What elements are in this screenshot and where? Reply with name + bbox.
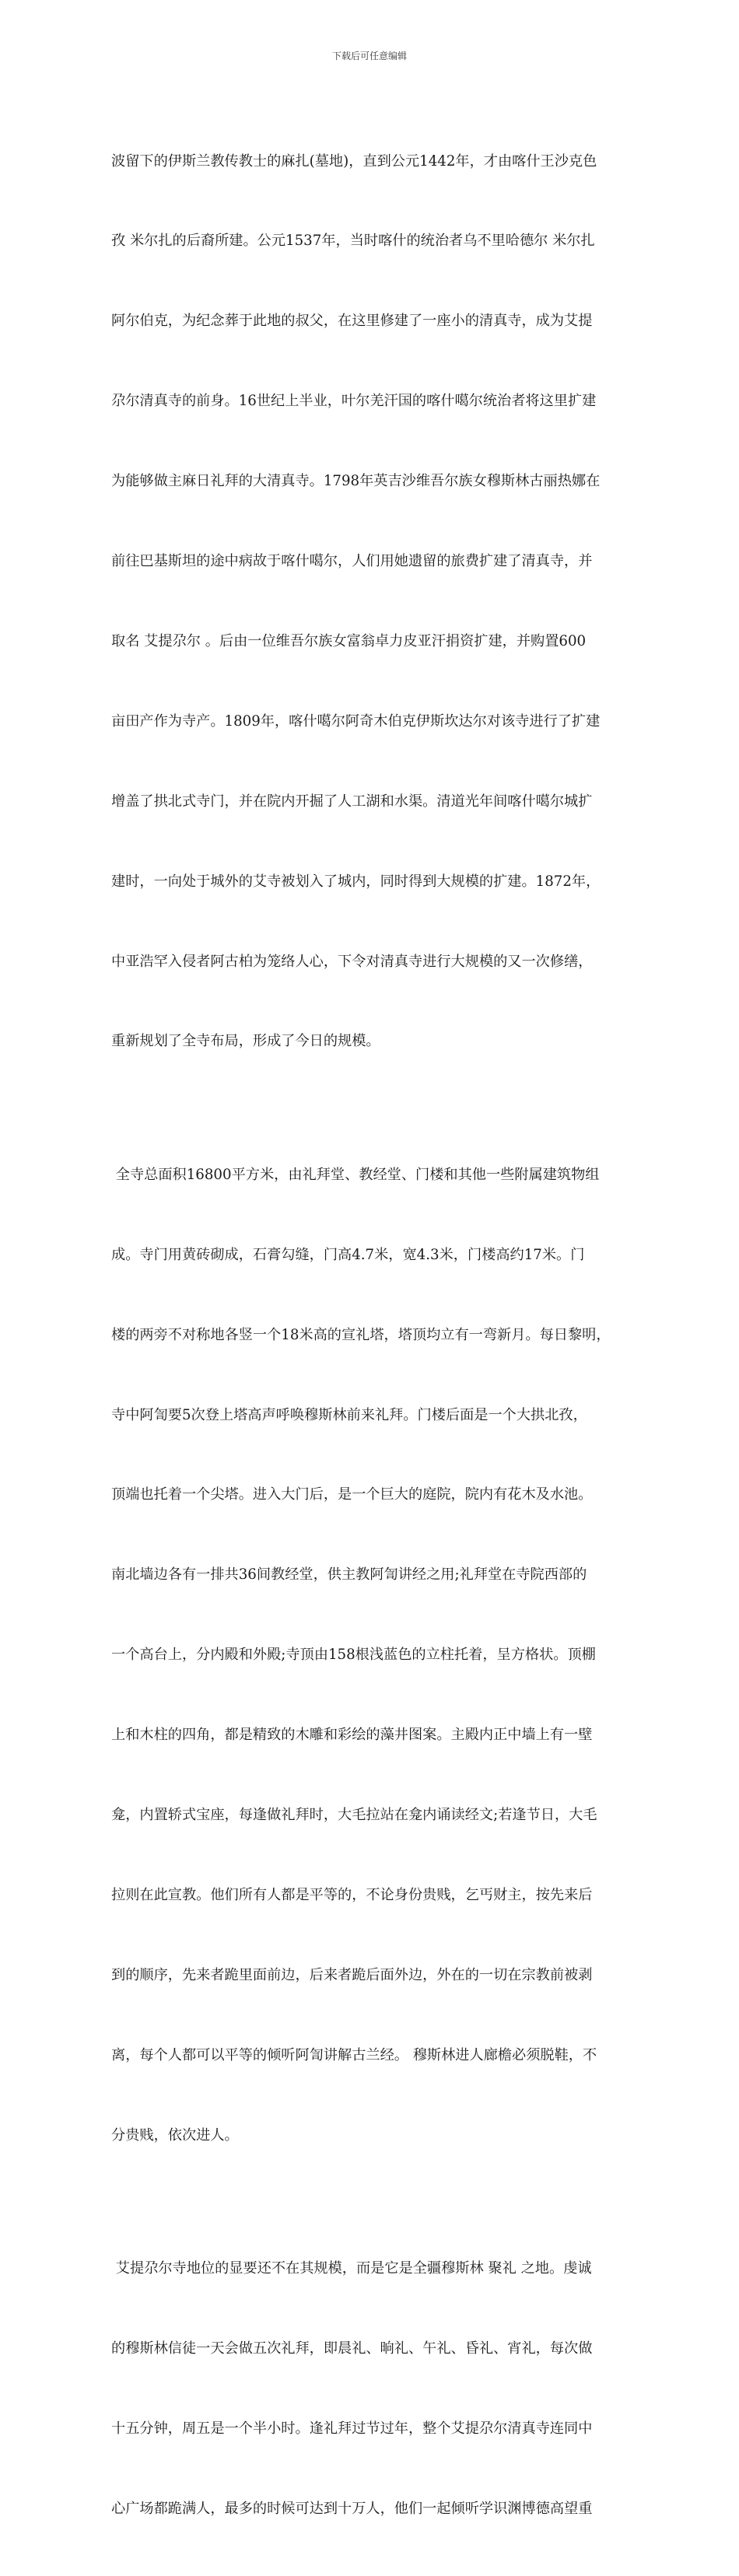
text-line: 分贵贱，依次进人。 [111, 2126, 239, 2144]
text-line: 阿尔伯克，为纪念葬于此地的叔父，在这里修建了一座小的清真寺，成为艾提 [111, 313, 593, 330]
text-line: 一个高台上，分内殿和外殿;寺顶由158根浅蓝色的立柱托着，呈方格状。顶棚 [111, 1647, 596, 1664]
paragraph-significance [111, 2202, 638, 2575]
text-line: 到的顺序，先来者跪里面前边，后来者跪后面外边，外在的一切在宗教前被剥 [111, 1966, 593, 1983]
text-line: 寺中阿訇要5次登上塔高声呼唤穆斯林前来礼拜。门楼后面是一个大拱北孜， [111, 1406, 587, 1423]
paragraph-layout [111, 1108, 638, 2202]
paragraph-history [111, 95, 638, 1108]
text-line: 楼的两旁不对称地各竖一个18米高的宣礼塔，塔顶均立有一弯新月。每日黎明， [111, 1326, 611, 1343]
text-line: 前往巴基斯坦的途中病故于喀什噶尔，人们用她遗留的旅费扩建了清真寺，并 [111, 553, 593, 570]
text-line: 艾提尕尔寺地位的显要还不在其规模，而是它是全疆穆斯林 聚礼 之地。虔诚 [111, 2260, 592, 2277]
page-header: 下载后可任意编辑 [331, 51, 407, 61]
text-line: 增盖了拱北式寺门，并在院内开掘了人工湖和水渠。清道光年间喀什噶尔城扩 [111, 793, 593, 810]
text-line: 上和木柱的四角，都是精致的木雕和彩绘的藻井图案。主殿内正中墙上有一壁 [111, 1727, 593, 1744]
text-line: 十五分钟，周五是一个半小时。逢礼拜过节过年，整个艾提尕尔清真寺连同中 [111, 2420, 593, 2437]
text-line: 全寺总面积16800平方米，由礼拜堂、教经堂、门楼和其他一些附属建筑物组 [111, 1166, 600, 1183]
text-line: 的穆斯林信徒一天会做五次礼拜，即晨礼、晌礼、午礼、昏礼、宵礼，每次做 [111, 2340, 593, 2357]
text-line: 顶端也托着一个尖塔。进入大门后，是一个巨大的庭院，院内有花木及水池。 [111, 1486, 593, 1503]
text-line: 尕尔清真寺的前身。16世纪上半业，叶尔羌汗国的喀什噶尔统治者将这里扩建 [111, 393, 597, 410]
text-line: 南北墙边各有一排共36间教经堂，供主教阿訇讲经之用;礼拜堂在寺院西部的 [111, 1566, 587, 1584]
text-line: 重新规划了全寺布局，形成了今日的规模。 [111, 1033, 380, 1050]
text-line: 波留下的伊斯兰教传教士的麻扎(墓地)，直到公元1442年，才由喀什王沙克色 [111, 152, 597, 170]
text-line: 成。寺门用黄砖砌成，石膏勾缝，门高4.7米，宽4.3米，门楼高约17米。门 [111, 1246, 585, 1263]
text-line: 离，每个人都可以平等的倾听阿訇讲解古兰经。 穆斯林进人廊檐必须脱鞋，不 [111, 2046, 597, 2063]
text-line: 取名 艾提尕尔 。后由一位维吾尔族女富翁卓力皮亚汗捐资扩建，并购置600 [111, 632, 587, 649]
text-line: 龛，内置轿式宝座，每逢做礼拜时，大毛拉站在龛内诵读经文;若逢节日，大毛 [111, 1807, 597, 1823]
document-body [111, 95, 638, 2576]
text-line: 拉则在此宣教。他们所有人都是平等的，不论身份贵贱，乞丐财主，按先来后 [111, 1886, 593, 1903]
text-line: 建时，一向处于城外的艾寺被划入了城内，同时得到大规模的扩建。1872年， [111, 873, 601, 890]
text-line: 心广场都跪满人，最多的时候可达到十万人，他们一起倾听学识渊博德高望重 [111, 2500, 593, 2517]
text-line: 孜 米尔扎的后裔所建。公元1537年，当时喀什的统治者乌不里哈德尔 米尔扎 [111, 233, 595, 250]
text-line: 为能够做主麻日礼拜的大清真寺。1798年英吉沙维吾尔族女穆斯林古丽热娜在 [111, 473, 601, 490]
text-line: 中亚浩罕入侵者阿古柏为笼络人心，下令对清真寺进行大规模的又一次修缮， [111, 953, 593, 970]
text-line: 亩田产作为寺产。1809年，喀什噶尔阿奇木伯克伊斯坎达尔对该寺进行了扩建 [111, 712, 601, 730]
